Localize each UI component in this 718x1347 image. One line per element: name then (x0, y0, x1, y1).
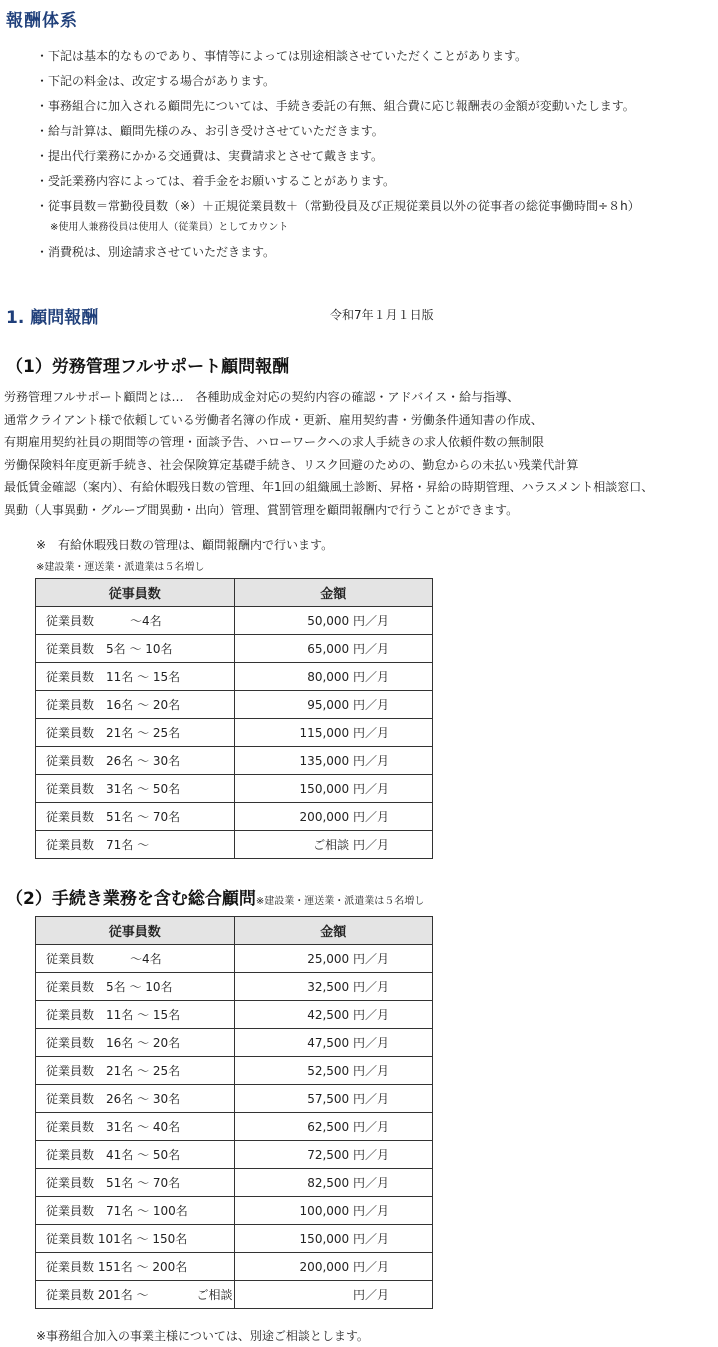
table-row (36, 1029, 433, 1057)
employee-range-cell: 従業員数 26名 ～ 30名 (36, 747, 235, 775)
note-item: ・受託業務内容によっては、着手金をお願いすることがあります。 (36, 174, 396, 188)
table-row (36, 831, 433, 859)
industry-note: ※建設業・運送業・派遣業は５名増し (36, 562, 205, 573)
edition-date: 令和7年１月１日版 (330, 308, 434, 322)
table-row (36, 747, 433, 775)
fee-amount-cell: 150,000 円／月 (234, 1225, 433, 1253)
employee-range-cell: 従業員数 71名 ～ (36, 831, 235, 859)
note-item: ・消費税は、別途請求させていただきます。 (36, 245, 276, 259)
employee-range-cell: 従業員数 5名 ～ 10名 (36, 973, 235, 1001)
description-line: 最低賃金確認（案内）、有給休暇残日数の管理、年1回の組織風土診断、昇格・昇給の時期管理、ハラスメント相談窓口、 (4, 480, 654, 494)
employee-range-cell: 従業員数 ～4名 (36, 607, 235, 635)
fee-amount-cell: 80,000 円／月 (234, 663, 433, 691)
table-row (36, 1141, 433, 1169)
note-item: ・下記は基本的なものであり、事情等によっては別途相談させていただくことがあります。 (36, 49, 528, 63)
subsection-title-2: （2）手続き業務を含む総合顧問※建設業・運送業・派遣業は５名増し (6, 889, 425, 909)
table-row (36, 973, 433, 1001)
table-row (36, 1057, 433, 1085)
fee-amount-cell: 50,000 円／月 (234, 607, 433, 635)
employee-range-cell: 従業員数 51名 ～ 70名 (36, 803, 235, 831)
table-row (36, 775, 433, 803)
fee-amount-cell: 65,000 円／月 (234, 635, 433, 663)
note-item: ・給与計算は、顧問先様のみ、お引き受けさせていただきます。 (36, 124, 384, 138)
table-row (36, 1281, 433, 1309)
footnote: ※事務組合加入の事業主様については、別途ご相談とします。 (36, 1329, 369, 1343)
column-header-employees: 従事員数 (36, 917, 235, 945)
table-row (36, 945, 433, 973)
employee-range-cell: 従業員数 11名 ～ 15名 (36, 1001, 235, 1029)
notes-list (36, 44, 640, 265)
table-row (36, 1197, 433, 1225)
table-header-row (36, 917, 433, 945)
employee-range-cell: 従業員数 31名 ～ 40名 (36, 1113, 235, 1141)
fee-amount-cell: 52,500 円／月 (234, 1057, 433, 1085)
note-item: ・従事員数＝常勤役員数（※）＋正規従業員数＋（常勤役員及び正規従業員以外の従事者の総従事働時間÷８h） (36, 199, 640, 213)
fee-amount-cell: 95,000 円／月 (234, 691, 433, 719)
table-row (36, 1085, 433, 1113)
table-row (36, 1253, 433, 1281)
fee-table-1 (35, 578, 433, 859)
fee-amount-cell: 150,000 円／月 (234, 775, 433, 803)
fee-amount-cell: 62,500 円／月 (234, 1113, 433, 1141)
service-description (4, 386, 653, 521)
employee-range-cell: 従業員数 51名 ～ 70名 (36, 1169, 235, 1197)
employee-range-cell: 従業員数 26名 ～ 30名 (36, 1085, 235, 1113)
employee-range-cell: 従業員数 71名 ～ 100名 (36, 1197, 235, 1225)
industry-note-inline: ※建設業・運送業・派遣業は５名増し (255, 896, 425, 907)
page-heading: 報酬体系 (6, 11, 78, 31)
employee-range-cell: 従業員数 16名 ～ 20名 (36, 691, 235, 719)
table-row (36, 1169, 433, 1197)
fee-amount-cell: 82,500 円／月 (234, 1169, 433, 1197)
table-row (36, 607, 433, 635)
fee-amount-cell: 57,500 円／月 (234, 1085, 433, 1113)
fee-amount-cell: 72,500 円／月 (234, 1141, 433, 1169)
table-row (36, 803, 433, 831)
employee-range-cell: 従業員数 21名 ～ 25名 (36, 1057, 235, 1085)
description-line: 通常クライアント様で依頼している労働者名簿の作成・更新、雇用契約書・労働条件通知書の作成、 (4, 412, 543, 427)
fee-amount-cell: 200,000 円／月 (234, 803, 433, 831)
employee-range-cell: 従業員数 5名 ～ 10名 (36, 635, 235, 663)
fee-amount-cell: 47,500 円／月 (234, 1029, 433, 1057)
column-header-employees: 従事員数 (36, 579, 235, 607)
fee-amount-cell: 42,500 円／月 (234, 1001, 433, 1029)
description-line: 異動（人事異動・グループ間異動・出向）管理、賞罰管理を顧問報酬内で行うことができます。 (4, 502, 519, 517)
employee-range-cell: 従業員数 151名 ～ 200名 (36, 1253, 235, 1281)
employee-range-cell: 従業員数 201名 ～ ご相談 (36, 1281, 235, 1309)
description-line: 労働保険料年度更新手続き、社会保険算定基礎手続き、リスク回避のための、勤怠からの未払い残業代計算 (4, 457, 579, 472)
table-row (36, 663, 433, 691)
employee-range-cell: 従業員数 101名 ～ 150名 (36, 1225, 235, 1253)
description-line: 労務管理フルサポート顧問とは… 各種助成金対応の契約内容の確認・アドバイス・給与指導、 (4, 390, 520, 404)
fee-amount-cell: 200,000 円／月 (234, 1253, 433, 1281)
table-row (36, 719, 433, 747)
fee-amount-cell: 115,000 円／月 (234, 719, 433, 747)
employee-range-cell: 従業員数 41名 ～ 50名 (36, 1141, 235, 1169)
description-line: 有期雇用契約社員の期間等の管理・面談予告、ハローワークへの求人手続きの求人依頼件数の無制限 (4, 435, 545, 449)
fee-table-2 (35, 916, 433, 1309)
table-row (36, 635, 433, 663)
note-item: ・提出代行業務にかかる交通費は、実費請求とさせて戴きます。 (36, 149, 384, 163)
column-header-amount: 金額 (234, 579, 433, 607)
note-subitem: ※使用人兼務役員は使用人（従業員）としてカウント (50, 222, 289, 233)
employee-range-cell: 従業員数 16名 ～ 20名 (36, 1029, 235, 1057)
note-item: ・下記の料金は、改定する場合があります。 (36, 74, 276, 88)
employee-range-cell: 従業員数 31名 ～ 50名 (36, 775, 235, 803)
employee-range-cell: 従業員数 ～4名 (36, 945, 235, 973)
leave-note: ※ 有給休暇残日数の管理は、顧問報酬内で行います。 (36, 538, 334, 552)
fee-amount-cell: 円／月 (234, 1281, 433, 1309)
fee-amount-cell: 25,000 円／月 (234, 945, 433, 973)
table-header-row (36, 579, 433, 607)
column-header-amount: 金額 (234, 917, 433, 945)
table-row (36, 1113, 433, 1141)
table-row (36, 691, 433, 719)
fee-amount-cell: ご相談 円／月 (234, 831, 433, 859)
fee-amount-cell: 135,000 円／月 (234, 747, 433, 775)
fee-amount-cell: 100,000 円／月 (234, 1197, 433, 1225)
fee-amount-cell: 32,500 円／月 (234, 973, 433, 1001)
employee-range-cell: 従業員数 21名 ～ 25名 (36, 719, 235, 747)
table-row (36, 1225, 433, 1253)
employee-range-cell: 従業員数 11名 ～ 15名 (36, 663, 235, 691)
table-row (36, 1001, 433, 1029)
subsection-title-1: （1）労務管理フルサポート顧問報酬 (6, 357, 290, 377)
note-item: ・事務組合に加入される顧問先については、手続き委託の有無、組合費に応じ報酬表の金額が変動いたします。 (36, 99, 635, 113)
section-title: 1. 顧問報酬 (6, 308, 99, 328)
